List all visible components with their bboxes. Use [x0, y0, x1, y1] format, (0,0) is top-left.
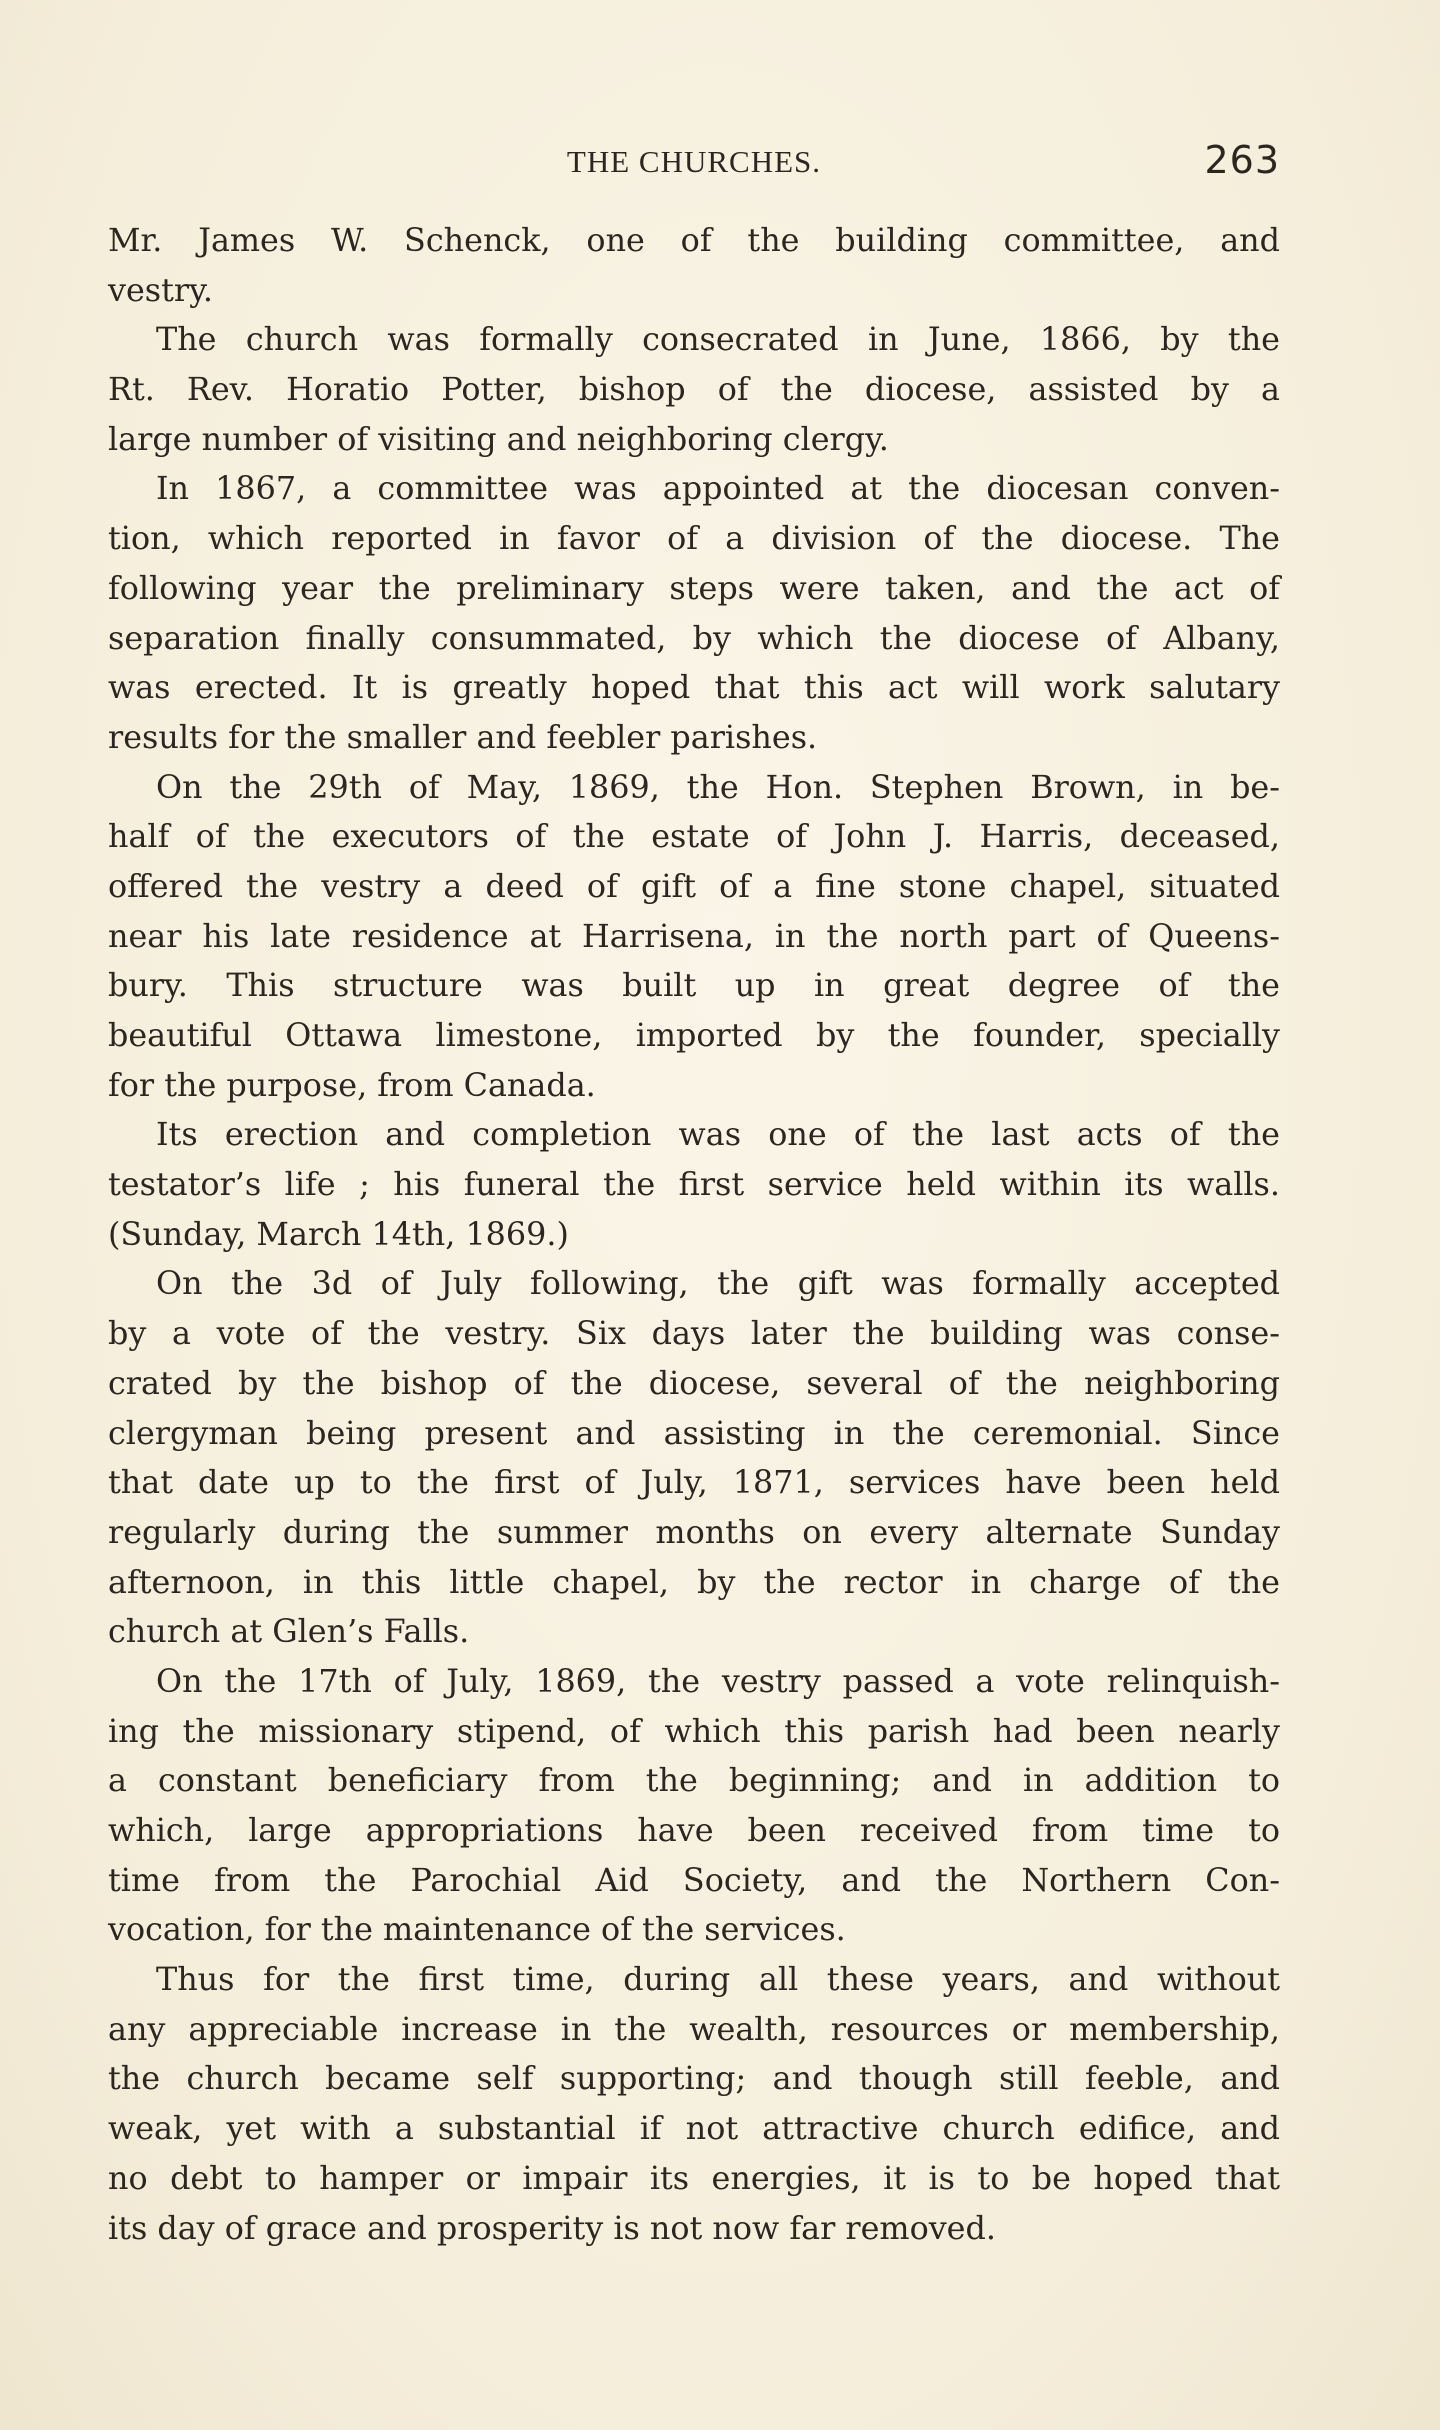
text-line: following year the preliminary steps were taken, and the act of [108, 569, 1280, 607]
text-line: separation finally consummated, by which the diocese of Albany, [108, 619, 1280, 657]
text-line: near his late residence at Harrisena, in the north part of Queens- [108, 917, 1280, 955]
text-line: weak, yet with a substantial if not attractive church edifice, and [108, 2110, 1280, 2148]
text-line: Rt. Rev. Horatio Potter, bishop of the diocese, assisted by a [108, 371, 1280, 409]
text-line: a constant beneficiary from the beginning; and in addition to [108, 1762, 1280, 1800]
text-line: Its erection and completion was one of the last acts of the [156, 1116, 1280, 1154]
text-line: church at Glen’s Falls. [108, 1613, 470, 1651]
text-line: crated by the bishop of the diocese, several of the neighboring [108, 1364, 1280, 1402]
text-line: offered the vestry a deed of gift of a fine stone chapel, situated [108, 867, 1280, 905]
text-line: vestry. [108, 271, 213, 309]
text-line: Thus for the first time, during all these years, and without [156, 1961, 1280, 1999]
text-line: results for the smaller and feebler parishes. [108, 718, 818, 756]
text-line: On the 29th of May, 1869, the Hon. Stephen Brown, in be- [156, 768, 1280, 806]
text-line: no debt to hamper or impair its energies, it is to be hoped that [108, 2159, 1280, 2197]
text-line: for the purpose, from Canada. [108, 1066, 596, 1104]
text-line: afternoon, in this little chapel, by the rector in charge of the [108, 1563, 1280, 1601]
page-number: 263 [1204, 138, 1280, 182]
text-line: On the 17th of July, 1869, the vestry passed a vote relinquish- [156, 1662, 1280, 1700]
text-line: half of the executors of the estate of John J. Harris, deceased, [108, 818, 1280, 856]
text-line: which, large appropriations have been received from time to [108, 1812, 1280, 1849]
text-line: bury. This structure was built up in great degree of the [108, 967, 1280, 1005]
text-line: ing the missionary stipend, of which this parish had been nearly [108, 1712, 1280, 1750]
text-line: Mr. James W. Schenck, one of the building committee, and [108, 222, 1280, 259]
text-line: vocation, for the maintenance of the services. [108, 1911, 846, 1949]
text-line: that date up to the first of July, 1871, services have been held [108, 1464, 1280, 1502]
text-line: regularly during the summer months on every alternate Sunday [108, 1513, 1280, 1551]
text-line: (Sunday, March 14th, 1869.) [108, 1215, 569, 1253]
text-line: any appreciable increase in the wealth, resources or membership, [108, 2010, 1280, 2048]
running-title: THE CHURCHES. [566, 144, 822, 179]
text-line: time from the Parochial Aid Society, and the Northern Con- [108, 1861, 1280, 1899]
body-text [108, 216, 1280, 2253]
text-line: clergyman being present and assisting in the ceremonial. Since [108, 1414, 1280, 1452]
text-line: The church was formally consecrated in June, 1866, by the [156, 321, 1280, 359]
text-line: the church became self supporting; and though still feeble, and [108, 2060, 1280, 2098]
text-line: testator’s life ; his funeral the first service held within its walls. [108, 1166, 1280, 1204]
text-line: its day of grace and prosperity is not now far removed. [108, 2209, 996, 2247]
text-line: beautiful Ottawa limestone, imported by the founder, specially [108, 1017, 1280, 1054]
text-line: by a vote of the vestry. Six days later the building was conse- [108, 1315, 1280, 1353]
text-line: In 1867, a committee was appointed at the diocesan conven- [156, 470, 1280, 508]
text-line: was erected. It is greatly hoped that this act will work salutary [108, 669, 1280, 707]
running-head [108, 138, 1280, 188]
text-line: tion, which reported in favor of a division of the diocese. The [108, 520, 1280, 558]
text-line: On the 3d of July following, the gift was formally accepted [156, 1265, 1280, 1303]
text-line: large number of visiting and neighboring clergy. [108, 420, 889, 458]
